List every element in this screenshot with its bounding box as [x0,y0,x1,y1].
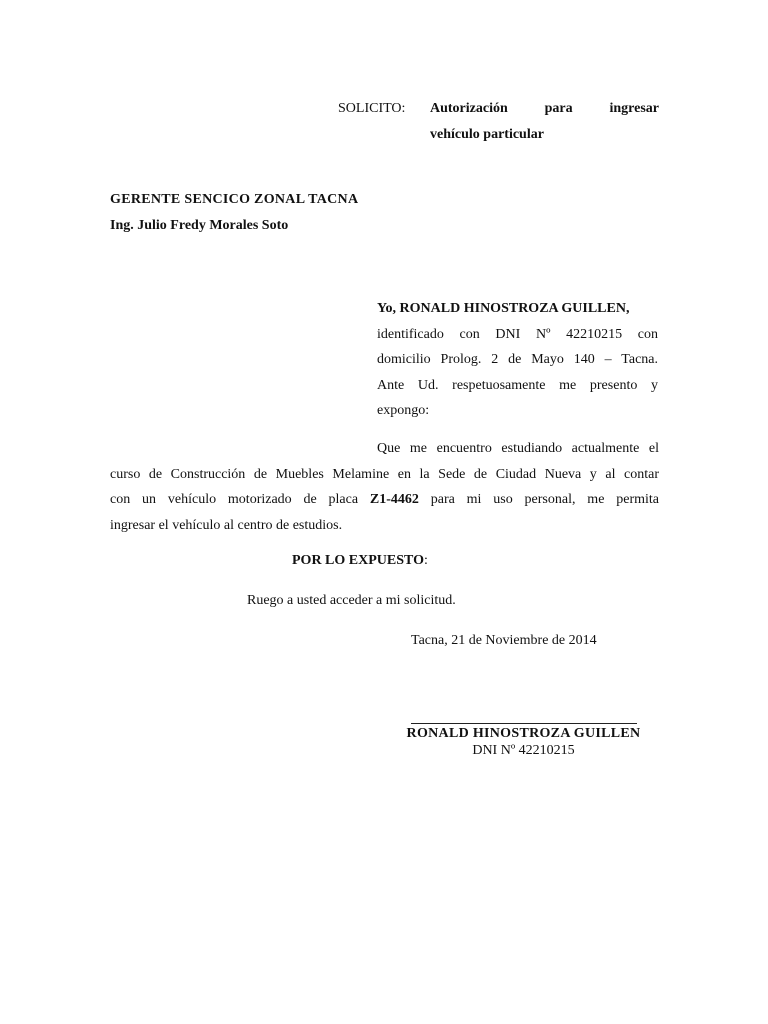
por-lo-expuesto-colon: : [424,553,428,568]
identification-line-1: identificado con DNI Nº 42210215 con [377,326,658,342]
body-line-4: ingresar el vehículo al centro de estudios. [110,517,343,533]
subject-word-3: ingresar [609,101,659,116]
identification-line-3: Ante Ud. respetuosamente me presento y [377,377,658,393]
solicito-label [338,101,405,117]
subject-word-1: Autorización [430,101,508,116]
subject-line-1 [430,101,659,117]
solicito-label-text: SOLICITO [338,101,402,116]
signature-name: RONALD HINOSTROZA GUILLEN [406,726,641,741]
body-paragraph [110,436,659,538]
signature-line [411,723,637,724]
por-lo-expuesto [292,553,428,569]
por-lo-expuesto-text: POR LO EXPUESTO [292,553,424,568]
body-line-1: Que me encuentro estudiando actualmente el [377,441,659,456]
body-line-3-post: para mi uso personal, me permita [418,492,659,507]
subject-word-2: para [544,101,573,116]
vehicle-plate: Z1-4462 [369,492,419,507]
body-line-2: curso de Construcción de Muebles Melamine en la Sede de Ciudad Nueva y al contar [110,466,659,482]
identification-line-2: domicilio Prolog. 2 de Mayo 140 – Tacna. [377,352,658,367]
signature-dni: DNI Nº 42210215 [472,743,575,758]
solicito-colon: : [401,101,406,116]
identification-greeting: Yo, RONALD HINOSTROZA GUILLEN, [377,301,630,316]
addressee-title: GERENTE SENCICO ZONAL TACNA [110,192,359,207]
identification-line-4: expongo: [377,403,430,418]
request-sentence: Ruego a usted acceder a mi solicitud. [247,593,456,608]
addressee-name: Ing. Julio Fredy Morales Soto [110,218,289,233]
identification-block [377,296,658,424]
date-line: Tacna, 21 de Noviembre de 2014 [411,633,597,648]
subject-line-2: vehículo particular [430,127,544,142]
body-line-3-pre: con un vehículo motorizado de placa [110,492,370,507]
body-line-3 [110,487,659,513]
